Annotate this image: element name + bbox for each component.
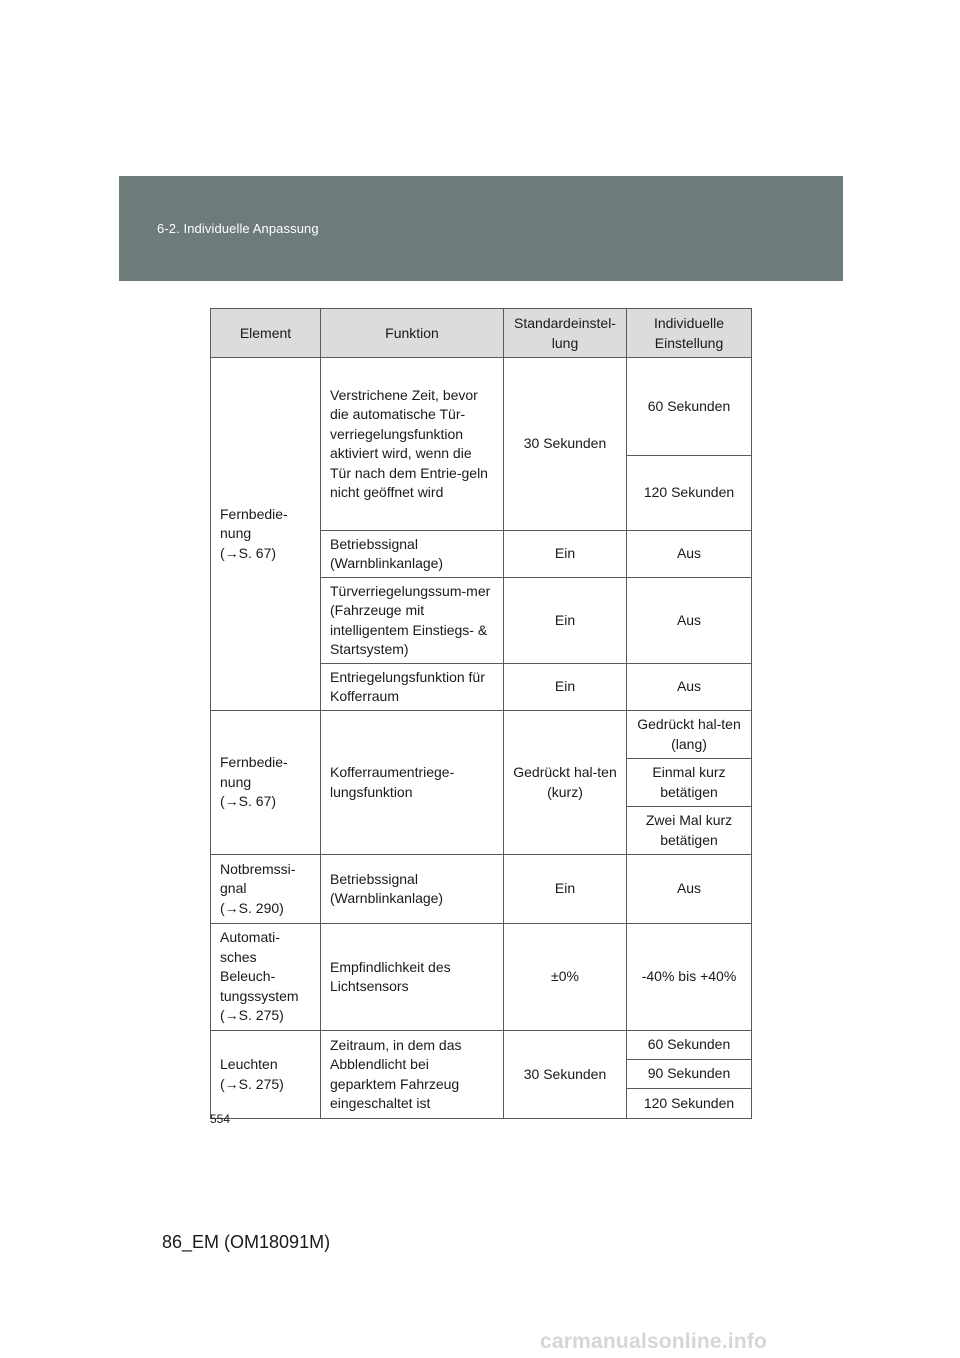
table-row [211,711,752,759]
option-cell: Aus [627,664,752,711]
customization-table [210,308,752,1119]
document-code: 86_EM (OM18091M) [162,1232,331,1252]
function-cell: Türverriegelungssum-mer (Fahrzeuge mit intelligentem Einstiegs- & Startsystem) [321,578,504,664]
element-cell: Fernbedie- nung (→S. 67) [211,711,321,855]
table-header-row [211,309,752,358]
element-cell: Automati- sches Beleuch- tungssystem (→S. 275) [211,924,321,1031]
option-cell: Aus [627,531,752,578]
default-cell: Ein [504,855,627,924]
function-cell: Betriebssignal (Warnblinkanlage) [321,855,504,924]
element-cell: Leuchten (→S. 275) [211,1031,321,1119]
default-cell: 30 Sekunden [504,1031,627,1119]
table-row [211,358,752,456]
option-cell: 90 Sekunden [627,1060,752,1089]
option-cell: Einmal kurz betätigen [627,759,752,807]
function-cell: Entriegelungsfunktion für Kofferraum [321,664,504,711]
table-row [211,855,752,924]
section-header [119,176,843,281]
default-cell: Ein [504,578,627,664]
option-cell: Aus [627,855,752,924]
default-cell: Gedrückt hal-ten (kurz) [504,711,627,855]
watermark: carmanualsonline.info [540,1330,768,1353]
default-cell: 30 Sekunden [504,358,627,531]
column-header-standard: Standardeinstel- lung [504,309,627,358]
function-cell: Kofferraumentriege-lungsfunktion [321,711,504,855]
column-header-element: Element [211,309,321,358]
option-cell: -40% bis +40% [627,924,752,1031]
function-cell: Verstrichene Zeit, bevor die automatische Tür-verriegelungsfunktion aktiviert wird, wenn die Tür nach dem Entrie-geln nicht geöffnet wird [321,358,504,531]
function-cell: Empfindlichkeit des Lichtsensors [321,924,504,1031]
section-title: 6-2. Individuelle Anpassung [157,221,319,236]
element-cell: Fernbedie- nung (→S. 67) [211,358,321,711]
option-cell: 120 Sekunden [627,456,752,531]
table-row [211,924,752,1031]
table-row [211,1031,752,1060]
option-cell: 120 Sekunden [627,1089,752,1119]
option-cell: Zwei Mal kurz betätigen [627,807,752,855]
default-cell: Ein [504,664,627,711]
column-header-funktion: Funktion [321,309,504,358]
function-cell: Betriebssignal (Warnblinkanlage) [321,531,504,578]
page-number: 554 [210,1112,231,1126]
column-header-individuell: Individuelle Einstellung [627,309,752,358]
default-cell: ±0% [504,924,627,1031]
element-cell: Notbremssi- gnal (→S. 290) [211,855,321,924]
function-cell: Zeitraum, in dem das Abblendlicht bei geparktem Fahrzeug eingeschaltet ist [321,1031,504,1119]
default-cell: Ein [504,531,627,578]
option-cell: Aus [627,578,752,664]
option-cell: Gedrückt hal-ten (lang) [627,711,752,759]
option-cell: 60 Sekunden [627,358,752,456]
option-cell: 60 Sekunden [627,1031,752,1060]
